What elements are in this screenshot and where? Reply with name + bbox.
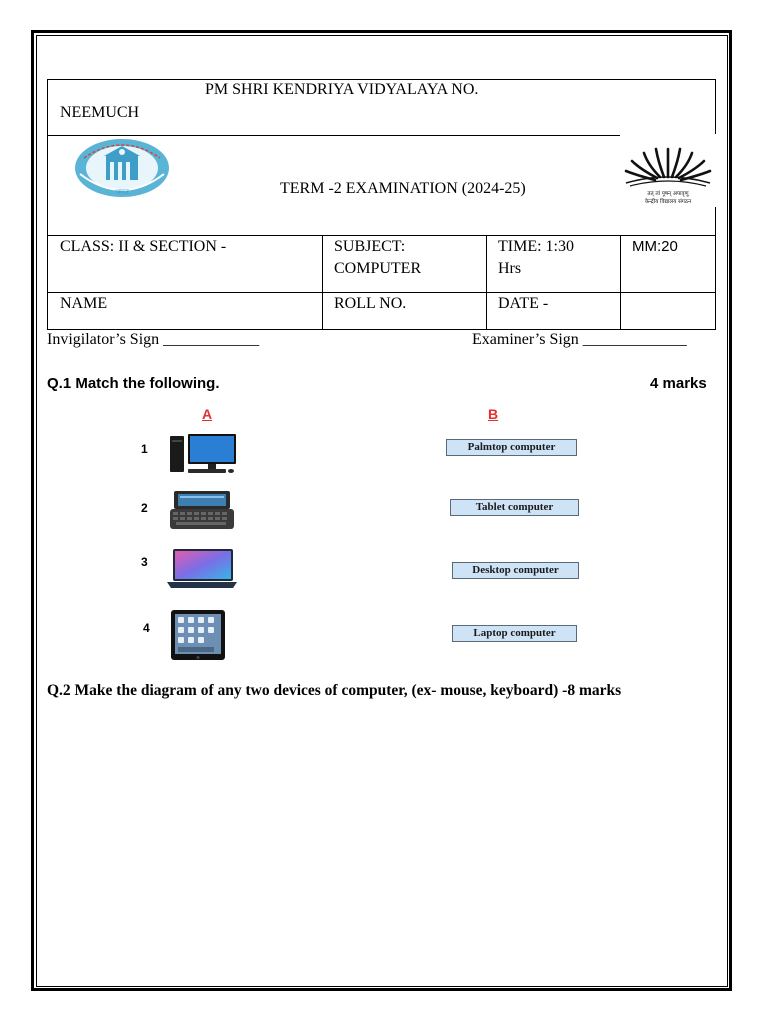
divider xyxy=(620,293,621,329)
title-row xyxy=(48,136,715,236)
subject-value: COMPUTER xyxy=(334,260,422,277)
choice-palmtop-computer: Palmtop computer xyxy=(446,439,577,456)
subject-label: SUBJECT: xyxy=(334,238,406,255)
roll-label: ROLL NO. xyxy=(334,295,407,312)
question-1-marks: 4 marks xyxy=(650,375,707,392)
date-cell xyxy=(486,293,620,329)
choice-desktop-computer: Desktop computer xyxy=(452,562,579,579)
subject-cell xyxy=(322,236,486,292)
item-number-3: 3 xyxy=(141,555,148,569)
examiner-sign: Examiner’s Sign _____________ xyxy=(472,331,687,348)
exam-title: TERM -2 EXAMINATION (2024-25) xyxy=(280,180,526,197)
laptop-computer-image xyxy=(165,548,239,590)
max-marks-cell xyxy=(620,236,715,292)
school-name-line2: NEEMUCH xyxy=(60,104,140,121)
school-name-line1: PM SHRI KENDRIYA VIDYALAYA NO. xyxy=(205,81,479,98)
time-label: TIME: 1:30 xyxy=(498,238,574,255)
tablet-computer-image xyxy=(170,609,226,661)
item-number-1: 1 xyxy=(141,442,148,456)
question-1: Q.1 Match the following. xyxy=(47,375,220,392)
cbse-logo-text: भारत xyxy=(115,188,129,196)
name-label: NAME xyxy=(60,295,108,312)
desktop-computer-image xyxy=(168,432,238,474)
class-subject-row xyxy=(48,236,715,293)
invigilator-sign: Invigilator’s Sign ____________ xyxy=(47,331,260,348)
column-a-heading: A xyxy=(202,406,213,422)
name-roll-row xyxy=(48,293,715,329)
kvs-name: केन्द्रीय विद्यालय संगठन xyxy=(644,199,692,205)
roll-cell xyxy=(322,293,486,329)
item-number-2: 2 xyxy=(141,501,148,515)
time-unit: Hrs xyxy=(498,260,522,277)
column-b-heading: B xyxy=(488,406,499,422)
item-number-4: 4 xyxy=(143,621,150,635)
kvs-motto: तत् त्वं पूषन् अपावृणु xyxy=(647,191,689,197)
max-marks: MM:20 xyxy=(632,238,678,255)
kvs-logo xyxy=(620,139,716,207)
choice-tablet-computer: Tablet computer xyxy=(450,499,579,516)
time-cell xyxy=(486,236,620,292)
choice-laptop-computer: Laptop computer xyxy=(452,625,577,642)
question-2: Q.2 Make the diagram of any two devices of computer, (ex- mouse, keyboard) -8 marks xyxy=(47,682,622,699)
class-label: CLASS: II & SECTION - xyxy=(60,238,227,255)
cbse-logo xyxy=(72,136,172,198)
header-table xyxy=(47,79,716,330)
date-label: DATE - xyxy=(498,295,549,312)
name-cell xyxy=(48,293,322,329)
school-name-row xyxy=(48,80,715,136)
class-cell xyxy=(48,236,322,292)
palmtop-computer-image xyxy=(168,490,236,530)
